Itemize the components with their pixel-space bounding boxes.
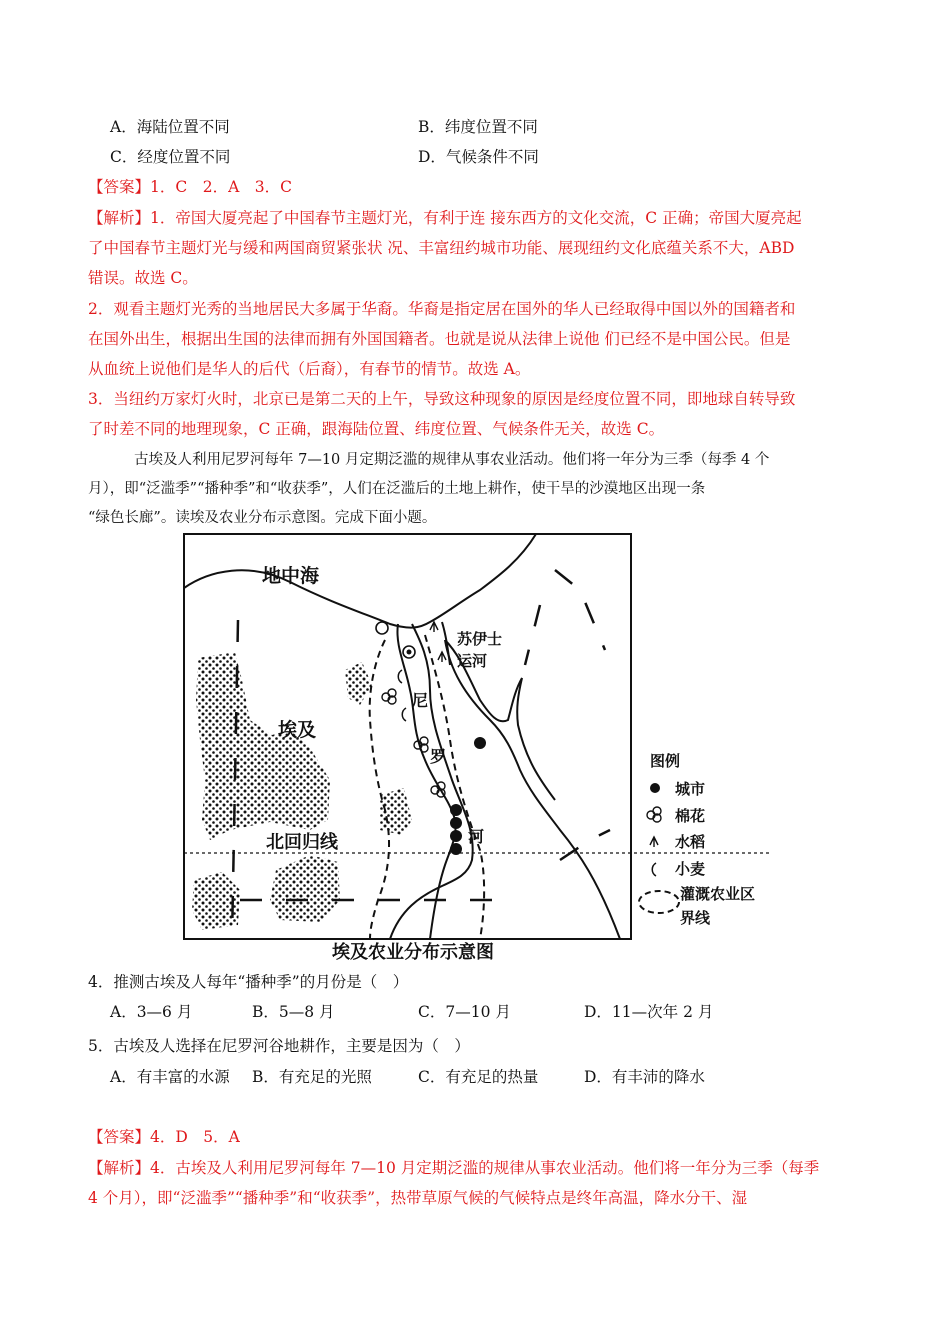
- option-b: B．有充足的光照: [252, 1068, 372, 1086]
- canal-label: 苏伊士: [457, 630, 503, 648]
- red-sea-coast: [445, 640, 620, 939]
- analysis-line: 从血统上说他们是华人的后代（后裔），有春节的情节。故选 A。: [88, 360, 531, 378]
- analysis-line: 【解析】1．帝国大厦亮起了中国春节主题灯光，有利于连 接东西方的文化交流，C 正确；帝国大厦亮起: [88, 209, 802, 227]
- city-marker: [450, 830, 462, 842]
- border-line: [555, 570, 605, 650]
- egypt-agriculture-map: [180, 530, 770, 965]
- city-marker: [450, 804, 462, 816]
- option-a: A．3—6 月: [110, 1003, 193, 1021]
- legend-rice-icon: [650, 837, 658, 847]
- wheat-icon: [402, 708, 406, 721]
- country-label: 埃及: [278, 719, 317, 741]
- answer-line: 【答案】4．D 5．A: [88, 1128, 240, 1146]
- tropic-label: 北回归线: [266, 832, 338, 853]
- answer-line: 【答案】1．C 2．A 3．C: [88, 178, 292, 196]
- city-marker: [450, 817, 462, 829]
- analysis-line: 3．当纽约万家灯火时，北京已是第二天的上午，导致这种现象的原因是经度位置不同，即地球自转导致: [88, 390, 796, 408]
- legend-label: 灌溉农业区: [680, 885, 756, 903]
- desert-area: [270, 855, 340, 922]
- option-b: B．5—8 月: [252, 1003, 335, 1021]
- river-label: 河: [468, 827, 485, 846]
- analysis-line: 在国外出生，根据出生国的法律而拥有外国国籍者。也就是说从法律上说他 们已经不是中国公民。但是: [88, 330, 791, 348]
- legend-label: 棉花: [675, 807, 706, 825]
- rice-icon: [438, 652, 446, 662]
- analysis-line: 了中国春节主题灯光与缓和两国商贸紧张状 况、丰富纽约城市功能、展现纽约文化底蕴关系不大，ABD: [88, 239, 795, 257]
- desert-area: [196, 652, 330, 840]
- canal-label: 运河: [457, 652, 488, 670]
- city-marker: [407, 650, 412, 655]
- nile-valley-edge: [390, 624, 473, 939]
- option-c: C．经度位置不同: [110, 148, 231, 166]
- border-line: [525, 605, 540, 665]
- option-a: A．海陆位置不同: [110, 118, 230, 136]
- sea-label: 地中海: [262, 565, 320, 587]
- intro-line: 古埃及人利用尼罗河每年 7—10 月定期泛滥的规律从事农业活动。他们将一年分为三季（每季 4 个: [134, 452, 770, 468]
- option-a: A．有丰富的水源: [110, 1068, 230, 1086]
- intro-line: 月），即“泛滥季”“播种季”和“收获季”，人们在泛滥后的土地上耕作，使干旱的沙漠地区出现一条: [88, 481, 706, 497]
- analysis-line: 错误。故选 C。: [88, 269, 198, 287]
- legend-city-icon: [650, 783, 660, 793]
- legend-title: 图例: [650, 752, 681, 770]
- legend-cotton-icon: [647, 807, 661, 822]
- rice-icon: [430, 622, 438, 632]
- cotton-icon: [414, 737, 428, 752]
- option-d: D．11—次年 2 月: [584, 1003, 714, 1021]
- analysis-line: 4 个月），即“泛滥季”“播种季”和“收获季”，热带草原气候的气候特点是终年高温，降水分干、湿: [88, 1189, 748, 1207]
- option-c: C．有充足的热量: [418, 1068, 539, 1086]
- desert-area: [380, 788, 412, 835]
- analysis-line: 【解析】4．古埃及人利用尼罗河每年 7—10 月定期泛滥的规律从事农业活动。他们将一年分为三季（每季: [88, 1159, 820, 1177]
- wheat-icon: [398, 670, 402, 683]
- legend-label: 城市: [675, 780, 706, 798]
- legend-label: 小麦: [675, 860, 706, 878]
- intro-line: “绿色长廊”。读埃及农业分布示意图。完成下面小题。: [88, 510, 437, 526]
- analysis-line: 了时差不同的地理现象，C 正确，跟海陆位置、纬度位置、气候条件无关，故选 C。: [88, 420, 665, 438]
- legend-label: 水稻: [675, 833, 706, 851]
- option-d: D．有丰沛的降水: [584, 1068, 705, 1086]
- legend-irrigation-icon: [639, 891, 679, 913]
- map-caption: 埃及农业分布示意图: [332, 942, 494, 963]
- analysis-line: 2．观看主题灯光秀的当地居民大多属于华裔。华裔是指定居在国外的华人已经取得中国以外的国籍者和: [88, 300, 796, 318]
- question-4-stem: 4．推测古埃及人每年“播种季”的月份是（ ）: [88, 973, 409, 991]
- question-5-stem: 5．古埃及人选择在尼罗河谷地耕作，主要是因为（ ）: [88, 1037, 470, 1055]
- border-line: [560, 830, 610, 860]
- coastline: [184, 534, 536, 628]
- irrigation-boundary: [370, 640, 389, 939]
- desert-area: [345, 662, 372, 705]
- city-marker: [450, 843, 462, 855]
- city-marker: [376, 622, 388, 634]
- option-c: C．7—10 月: [418, 1003, 511, 1021]
- river-label: 尼: [412, 691, 429, 710]
- legend-wheat-icon: [652, 863, 656, 876]
- nile-river: [397, 624, 455, 939]
- option-b: B．纬度位置不同: [418, 118, 538, 136]
- desert-area: [192, 872, 240, 930]
- city-marker: [474, 737, 486, 749]
- option-d: D．气候条件不同: [418, 148, 539, 166]
- cotton-icon: [382, 689, 396, 704]
- river-label: 罗: [430, 747, 447, 766]
- legend-label: 界线: [680, 909, 711, 927]
